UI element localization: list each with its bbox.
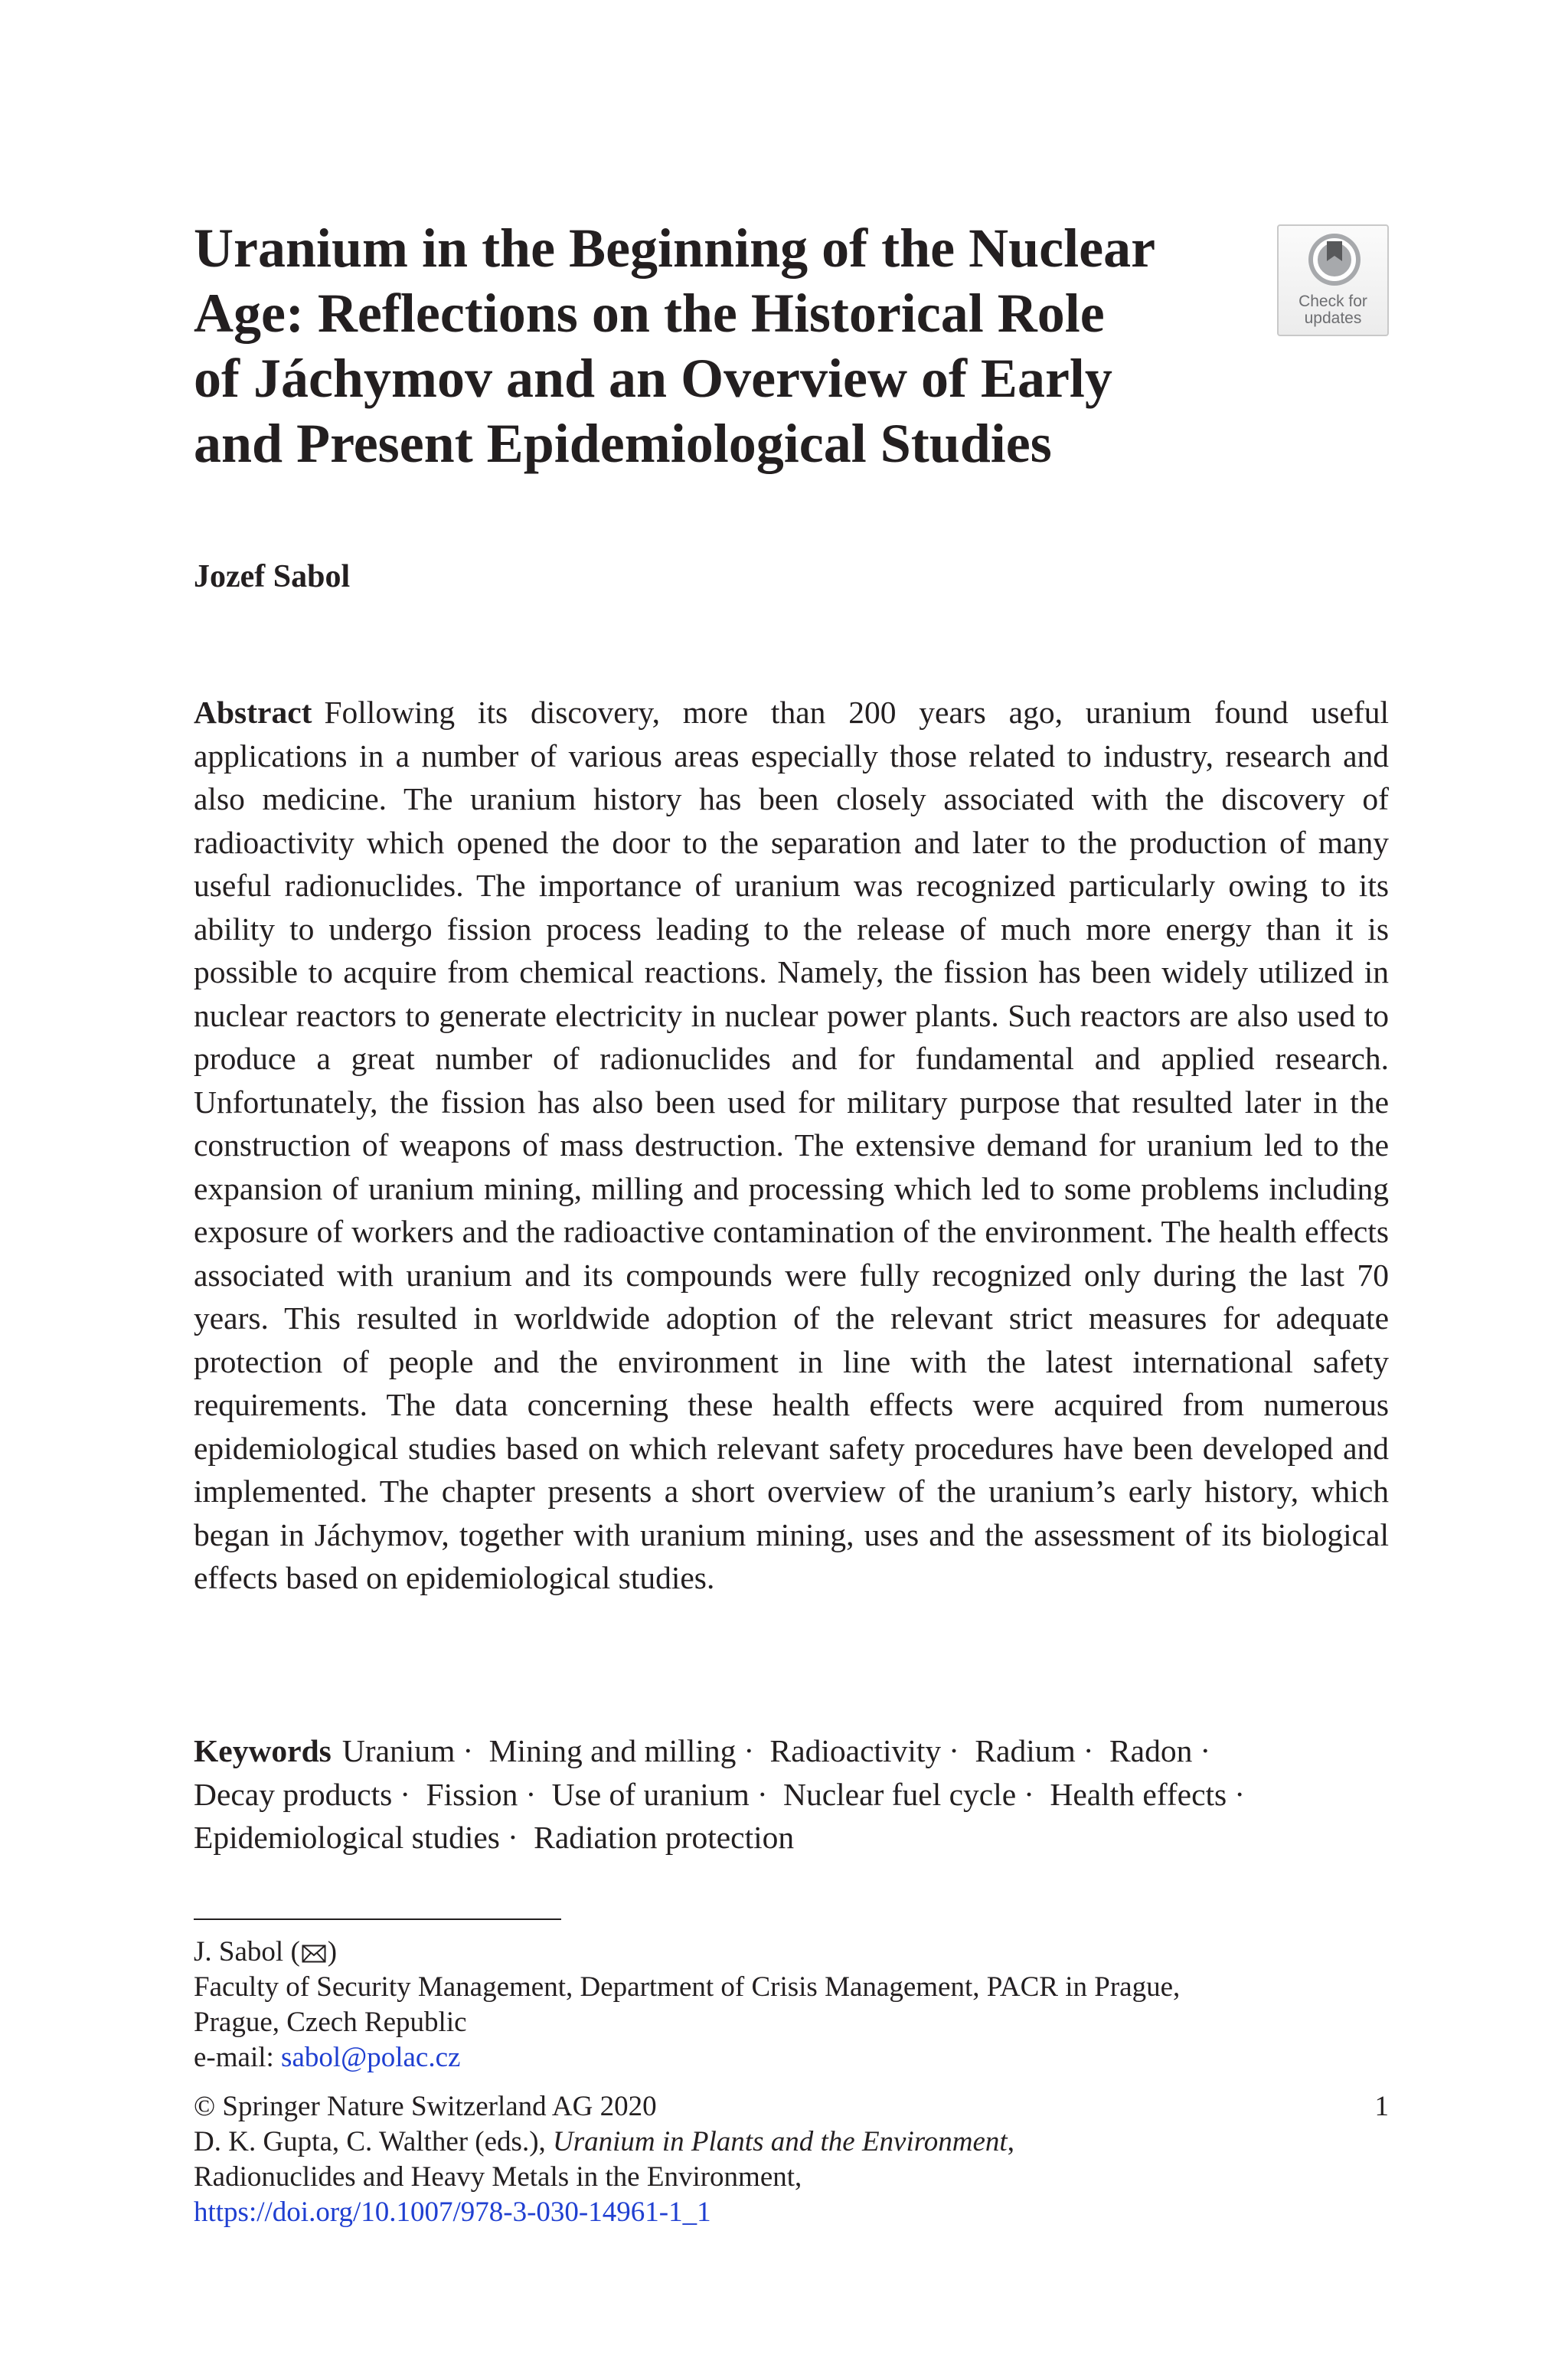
keyword-item: Epidemiological studies (194, 1820, 500, 1855)
keyword-separator: · (1234, 1776, 1246, 1812)
keywords-label: Keywords (194, 1733, 332, 1768)
keyword-separator: · (507, 1820, 518, 1855)
doi-link[interactable]: https://doi.org/10.1007/978-3-030-14961-1_1 (194, 2196, 711, 2228)
keyword-item: Fission (426, 1776, 518, 1812)
keyword-item: Decay products (194, 1776, 393, 1812)
email-link[interactable]: sabol@polac.cz (281, 2042, 461, 2073)
copyright-block (194, 2089, 1304, 2230)
keyword-separator: · (743, 1733, 755, 1768)
affiliation-email-line: e-mail: sabol@polac.cz (194, 2042, 461, 2073)
keyword-separator: · (1200, 1733, 1211, 1768)
book-title: Uranium in Plants and the Environment (553, 2126, 1008, 2157)
keyword-separator: · (525, 1776, 537, 1812)
affiliation-name-line: J. Sabol ( ) (194, 1936, 338, 1967)
envelope-icon (302, 1945, 326, 1963)
affiliation-department: Faculty of Security Management, Department of Crisis Management, PACR in Prague, (194, 1971, 1181, 2003)
affiliation-location: Prague, Czech Republic (194, 2007, 467, 2038)
keyword-list (194, 1733, 1253, 1855)
chapter-title (194, 216, 1250, 476)
title-line: of Jáchymov and an Overview of Early (194, 348, 1112, 409)
keyword-separator: · (400, 1776, 411, 1812)
abstract-text: Following its discovery, more than 200 years ago, uranium found useful applications in a number of various areas especially those related to industry, research and also medicine. The uranium history has been closely associated with the discovery of radioactivity which opened the door to the separation and later to the production of many useful radionuclides. The importance of uranium was recognized particularly owing to its ability to undergo fission process leading to the release of much more energy than it is possible to acquire from chemical reactions. Namely, the fission has been widely utilized in nuclear reactors to generate electricity in nuclear power plants. Such reactors are also used to produce a great number of radionuclides and for fundamental and applied research. Unfortunately, the fission has also been used for military purpose that resulted later in the construction of weapons of mass destruction. The extensive demand for uranium led to the expansion of uranium mining, milling and processing which led to some problems including exposure of workers and the radioactive contamination of the environment. The health effects associated with uranium and its compounds were fully recognized only during the last 70 years. This resulted in worldwide adoption of the relevant strict measures for adequate protection of people and the environment in line with the latest international safety requirements. The data concerning these health effects were acquired from numerous epidemiological studies based on which relevant safety procedures have been developed and implemented. The chapter presents a short overview of the uranium’s early history, which began in Jáchymov, together with uranium mining, uses and the assessment of its biological effects based on epidemiological studies. (194, 695, 1389, 1595)
keyword-item: Radon (1109, 1733, 1193, 1768)
keyword-separator: · (462, 1733, 474, 1768)
check-for-updates-label: Check for updates (1298, 293, 1367, 327)
author-name: Jozef Sabol (194, 559, 351, 594)
check-for-updates-badge[interactable] (1277, 224, 1389, 336)
keyword-item: Use of uranium (551, 1776, 750, 1812)
keyword-separator: · (949, 1733, 959, 1768)
crossmark-icon (1305, 231, 1364, 289)
keywords (194, 1729, 1389, 1860)
keyword-item: Mining and milling (488, 1733, 737, 1768)
keyword-separator: · (1083, 1733, 1094, 1768)
footnote-divider (194, 1918, 561, 1920)
title-line: and Present Epidemiological Studies (194, 413, 1052, 474)
title-line: Uranium in the Beginning of the Nuclear (194, 218, 1156, 279)
keyword-item: Radium (975, 1733, 1076, 1768)
keyword-item: Uranium (341, 1733, 456, 1768)
keyword-item: Radioactivity (769, 1733, 942, 1768)
page-number: 1 (1374, 2091, 1389, 2122)
keyword-separator: · (756, 1776, 768, 1812)
keyword-item: Health effects (1050, 1776, 1227, 1812)
author-affiliation (194, 1935, 1389, 2075)
title-line: Age: Reflections on the Historical Role (194, 283, 1105, 344)
copyright-line: © Springer Nature Switzerland AG 2020 (194, 2091, 657, 2122)
abstract (194, 691, 1389, 1600)
citation-line: D. K. Gupta, C. Walther (eds.), Uranium in Plants and the Environment, (194, 2126, 1014, 2157)
keyword-item: Radiation protection (534, 1820, 795, 1855)
series-line: Radionuclides and Heavy Metals in the Environment, (194, 2161, 802, 2193)
keyword-item: Nuclear fuel cycle (783, 1776, 1017, 1812)
abstract-label: Abstract (194, 695, 312, 730)
keyword-separator: · (1024, 1776, 1034, 1812)
